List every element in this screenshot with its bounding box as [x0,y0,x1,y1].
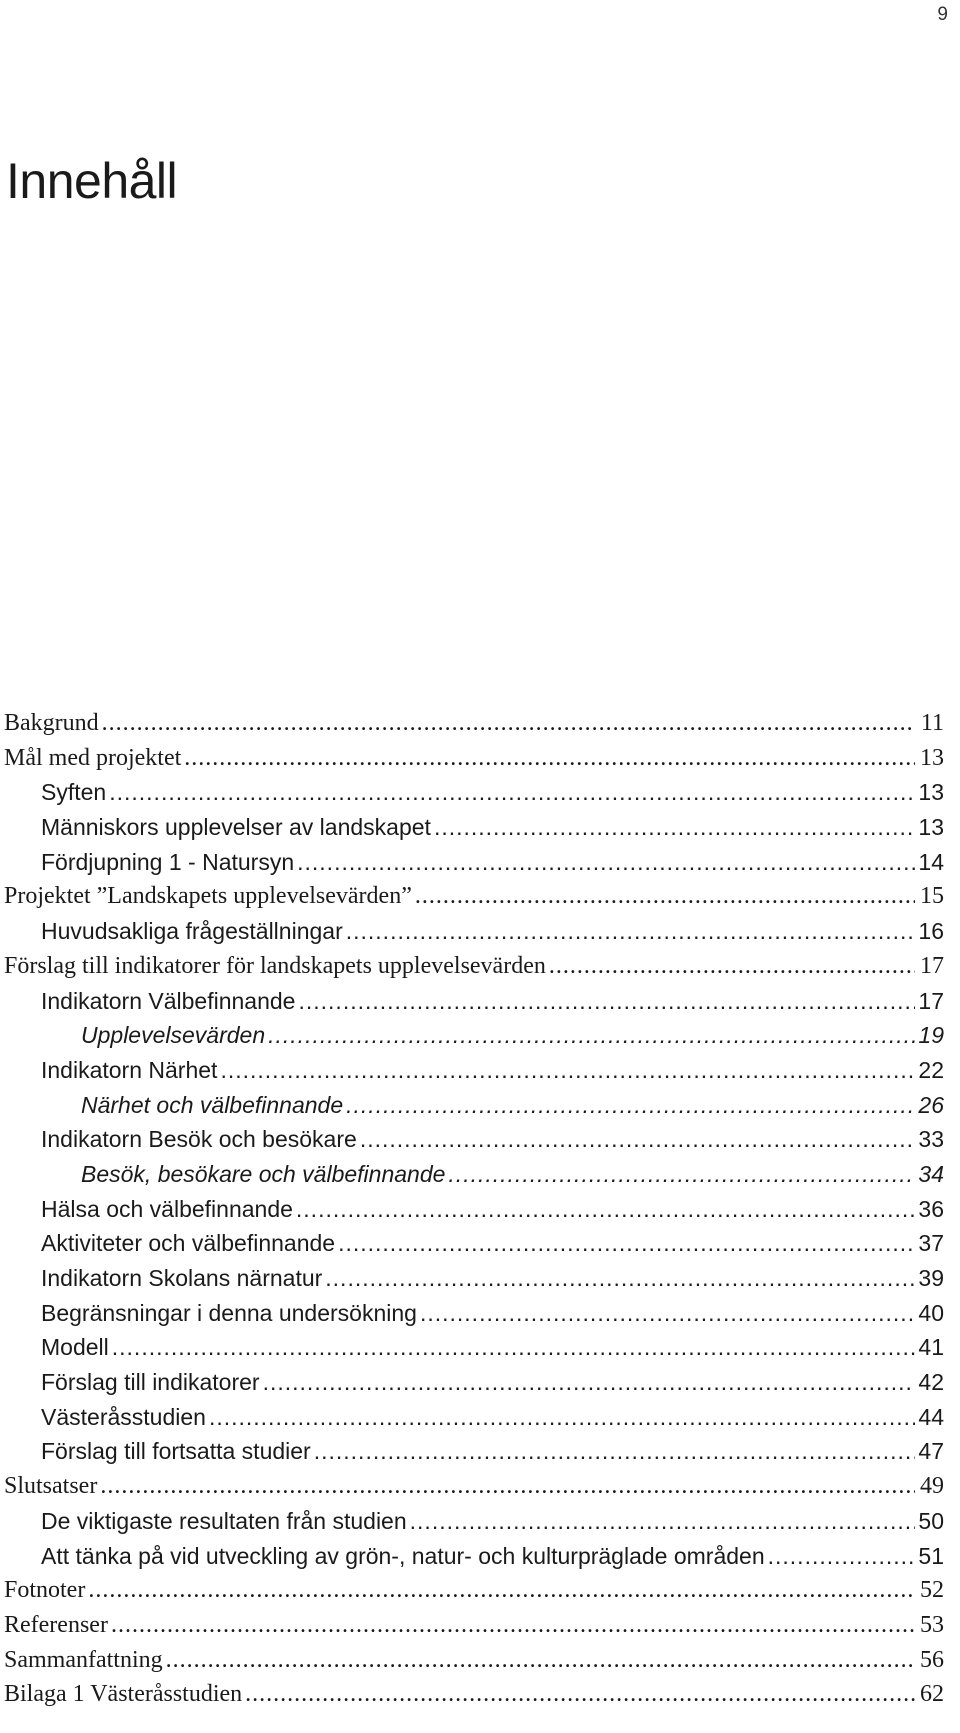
toc-entry-label: Referenser [4,1611,108,1638]
toc-entry-page: 40 [918,1299,944,1326]
toc-entry-page: 44 [918,1403,944,1430]
dot-leader [338,1230,915,1257]
dot-leader [448,1161,915,1188]
toc-entry-page: 37 [918,1230,944,1257]
toc-entry[interactable] [4,1438,944,1473]
dot-leader [420,1300,915,1327]
toc-entry-page: 14 [918,848,944,875]
toc-entry[interactable] [4,1473,944,1508]
dot-leader [112,1334,915,1361]
toc-entry[interactable] [4,1230,944,1265]
toc-entry[interactable] [4,1369,944,1404]
dot-leader [415,883,915,910]
toc-entry-page: 41 [918,1334,944,1361]
toc-entry-page: 34 [918,1160,944,1187]
dot-leader [111,1612,915,1639]
dot-leader [434,814,915,841]
toc-entry-page: 26 [918,1091,944,1118]
toc-entry[interactable] [4,1092,944,1127]
toc-entry-page: 47 [918,1438,944,1465]
toc-entry-label: Att tänka på vid utveckling av grön-, natur- och kulturpräglade områden [41,1542,765,1569]
dot-leader [268,1022,915,1049]
toc-entry-label: Förslag till fortsatta studier [41,1438,311,1465]
toc-entry-label: Modell [41,1334,109,1361]
dot-leader [296,1196,915,1223]
dot-leader [245,1681,915,1708]
toc-entry-page: 51 [918,1542,944,1569]
toc-entry[interactable] [4,1196,944,1231]
toc-entry[interactable] [4,1508,944,1543]
toc-entry-label: Besök, besökare och välbefinnande [81,1160,446,1187]
dot-leader [297,849,915,876]
toc-entry-label: Indikatorn Besök och besökare [41,1126,357,1153]
toc-entry[interactable] [4,1543,944,1578]
dot-leader [209,1404,915,1431]
toc-entry-page: 50 [918,1507,944,1534]
page-number: 9 [937,4,948,25]
toc-entry[interactable] [4,988,944,1023]
page-title: Innehåll [6,153,178,209]
toc-entry[interactable] [4,883,944,918]
toc-entry-label: Bakgrund [4,710,99,736]
toc-entry-label: Mål med projektet [4,744,182,771]
dot-leader [263,1369,915,1396]
toc-entry-page: 16 [918,918,944,945]
toc-entry[interactable] [4,779,944,814]
toc-entry-page: 22 [918,1056,944,1083]
toc-entry-page: 17 [918,987,944,1014]
toc-entry-label: Upplevelsevärden [81,1022,266,1049]
toc-entry-label: Begränsningar i denna undersökning [41,1299,417,1326]
dot-leader [549,953,915,980]
toc-entry-label: Fördjupning 1 - Natursyn [41,848,295,875]
dot-leader [346,1092,915,1119]
toc-entry[interactable] [4,745,944,780]
toc-entry-label: Förslag till indikatorer [41,1369,260,1396]
toc-entry-page: 13 [918,814,944,841]
toc-entry-label: Projektet ”Landskapets upplevelsevärden” [4,883,412,910]
toc-entry-page: 17 [920,952,944,979]
dot-leader [298,988,915,1015]
toc-entry-label: Människors upplevelser av landskapet [41,814,431,841]
dot-leader [102,710,915,737]
toc-entry[interactable] [4,1265,944,1300]
toc-entry-label: Indikatorn Välbefinnande [41,987,296,1014]
dot-leader [314,1438,915,1465]
toc-entry-page: 36 [918,1195,944,1222]
toc-entry[interactable] [4,1334,944,1369]
toc-entry-page: 13 [920,744,944,771]
toc-entry[interactable] [4,953,944,988]
dot-leader [109,779,915,806]
dot-leader [166,1647,915,1674]
toc-entry-label: Slutsatser [4,1473,98,1500]
toc-entry-label: Indikatorn Närhet [41,1056,218,1083]
toc-entry-page: 13 [918,779,944,806]
toc-entry[interactable] [4,1404,944,1439]
toc-entry-label: Västeråsstudien [41,1403,206,1430]
toc-entry-page: 33 [918,1126,944,1153]
dot-leader [100,1473,915,1500]
dot-leader [88,1577,915,1604]
toc-entry-label: Närhet och välbefinnande [81,1091,344,1118]
dot-leader [184,745,915,772]
table-of-contents [4,710,944,1716]
toc-entry-page: 49 [920,1473,944,1500]
toc-entry[interactable] [4,1057,944,1092]
toc-entry-page: 11 [920,710,944,736]
toc-entry[interactable] [4,1681,944,1716]
dot-leader [768,1543,915,1570]
toc-entry-label: Aktiviteter och välbefinnande [41,1230,336,1257]
dot-leader [325,1265,915,1292]
toc-entry[interactable] [4,1577,944,1612]
toc-entry-label: Fotnoter [4,1577,86,1604]
toc-entry-page: 19 [918,1022,944,1049]
toc-entry-page: 39 [918,1265,944,1291]
toc-entry-label: Förslag till indikatorer för landskapets upplevelsevärden [4,952,546,979]
toc-entry-page: 62 [920,1681,944,1708]
toc-entry[interactable] [4,1647,944,1682]
toc-entry-page: 56 [920,1646,944,1673]
toc-entry[interactable] [4,814,944,849]
toc-entry-page: 53 [920,1611,944,1638]
toc-entry-label: Syften [41,779,107,806]
toc-entry-label: Hälsa och välbefinnande [41,1195,293,1222]
dot-leader [410,1508,915,1535]
toc-entry[interactable] [4,1126,944,1161]
toc-entry[interactable] [4,918,944,953]
toc-entry-label: Bilaga 1 Västeråsstudien [4,1681,243,1708]
toc-entry[interactable] [4,1612,944,1647]
dot-leader [360,1126,915,1153]
toc-entry-page: 52 [920,1577,944,1604]
toc-entry[interactable] [4,1022,944,1057]
toc-entry[interactable] [4,849,944,884]
toc-entry[interactable] [4,1161,944,1196]
toc-entry[interactable] [4,710,944,745]
toc-entry-label: De viktigaste resultaten från studien [41,1507,407,1534]
toc-entry-page: 15 [920,883,944,910]
dot-leader [346,918,915,945]
toc-entry[interactable] [4,1300,944,1335]
toc-entry-label: Sammanfattning [4,1646,163,1673]
toc-entry-label: Indikatorn Skolans närnatur [41,1265,323,1291]
toc-entry-page: 42 [918,1369,944,1396]
toc-entry-label: Huvudsakliga frågeställningar [41,918,343,945]
dot-leader [220,1057,915,1084]
